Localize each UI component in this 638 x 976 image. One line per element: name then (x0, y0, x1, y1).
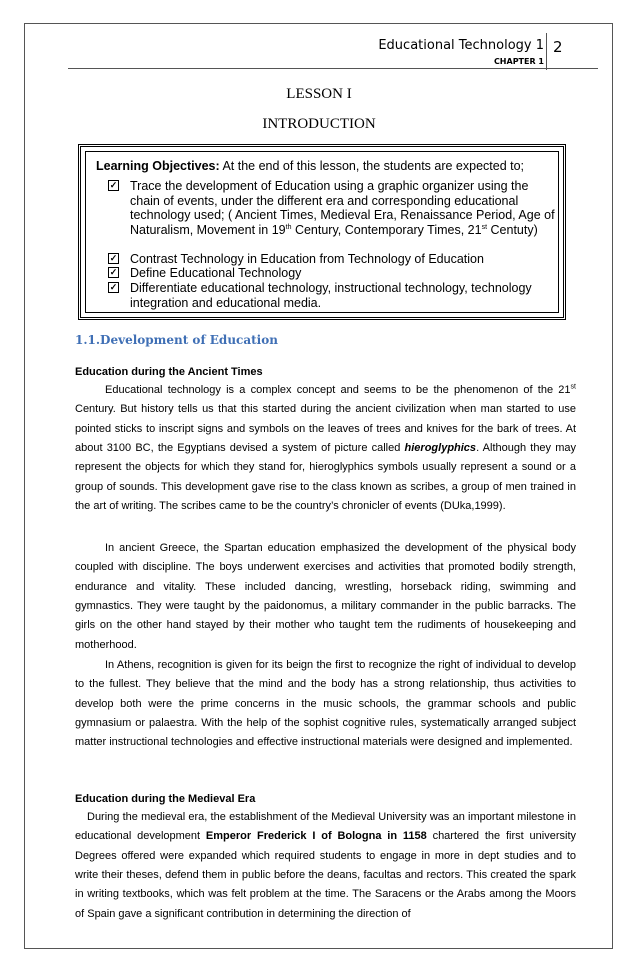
objectives-box: Learning Objectives: At the end of this lesson, the students are expected to; ✓ Trace the development of Education using a graphic organizer using the chain of events, under the different era and corresponding educational technology used; ( Ancient Times, Medieval Era, Renaissance Period, Age of Naturalism, Movement in 19th Century, Contemporary Times, 21st Centuty) ✓ Contrast Technology in Education from Technology of Education ✓ Define Educational Technology ✓ Differentiate educational technology, instructional technology, technology integration and educational media. (78, 144, 566, 320)
checkbox-checked-icon: ✓ (109, 253, 118, 263)
header-rule (68, 68, 598, 69)
paragraph-ancient-2: In ancient Greece, the Spartan education emphasized the development of the physical body coupled with discipline. The boys underwent exercises and activities that promoted bodily strength, endurance and vitality. These included dancing, wrestling, horseback riding, swimming and gymnastics. They were taught by the paidonomus, a military commander in the public barracks. The girls on the other hand stayed by their mother who taught tem the rudiments of housekeeping and motherhood. (75, 542, 576, 651)
header-title: Educational Technology 1 (378, 38, 544, 53)
page-number: 2 (553, 38, 563, 56)
lesson-label: LESSON I (286, 86, 352, 102)
paragraph-ancient-3: In Athens, recognition is given for its beign the first to recognize the right of individual to develop to the fullest. They believe that the mind and the body has a strong relationship, thus activities to develop both were the prime concerns in the music schools, the grammar schools and public gymnasium or palaestra. With the help of the sophist cognitive rules, systematically arranged subject matter instructional technologies and effective instructional materials were designed and implemented. (75, 659, 576, 749)
section-title: 1.1.Development of Education (75, 333, 278, 347)
header-divider (546, 33, 547, 70)
checkbox-checked-icon: ✓ (109, 267, 118, 277)
paragraph-medieval-1: During the medieval era, the establishment of the Medieval University was an important milestone in educational development Emperor Frederick I of Bologna in 1158 chartered the first university Degrees offered were expanded which required students to engage in more in dept studies and to write their theses, defend them in public before the deans, facultas and rectors. This created the spark in writing textbooks, which was felt problem at the time. The Saracens or the Arabs among the Moors of Spain gave a significant contribution in determining the direction of (75, 811, 576, 920)
objectives-heading: Learning Objectives: At the end of this lesson, the students are expected to; (96, 159, 525, 173)
paragraph-ancient-1: Educational technology is a complex concept and seems to be the phenomenon of the 21st Century. But history tells us that this started during the ancient civilization when man started to use pointed sticks to inscript signs and symbols on the leaves of trees and knives for the bark of trees. At about 3100 BC, the Egyptians devised a system of picture called hieroglyphics. Although they may represent the objects for which they stand for, hieroglyphics symbols usually represent a sound or a group of sounds. This development gave rise to the class known as scribes, a group of men trained in the art of writing. The scribes came to be the country’s chronicler of events (DUka,1999). (75, 383, 576, 513)
subheading-ancient: Education during the Ancient Times (75, 366, 263, 378)
subheading-medieval: Education during the Medieval Era (75, 793, 256, 805)
checkbox-checked-icon: ✓ (109, 282, 118, 292)
checkbox-checked-icon: ✓ (109, 180, 118, 190)
header-chapter: CHAPTER 1 (493, 57, 544, 66)
lesson-title: INTRODUCTION (262, 116, 376, 132)
